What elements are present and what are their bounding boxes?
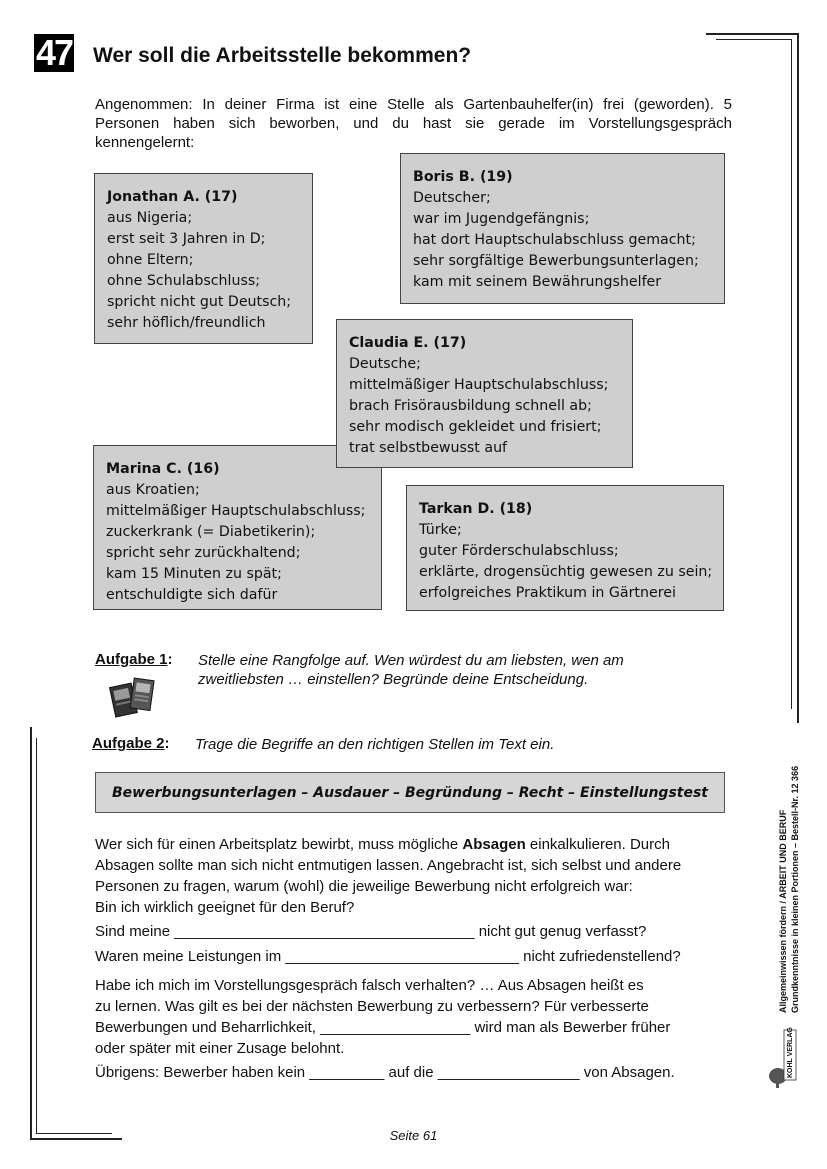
applicant-detail: Deutscher; [413,190,491,206]
task1-text-line: zweitliebsten … einstellen? Begründe deine Entscheidung. [198,671,589,688]
task1-text-line: Stelle eine Rangfolge auf. Wen würdest du am liebsten, wen am [198,652,624,669]
applicant-detail: war im Jugendgefängnis; [413,211,590,227]
publisher-logo-text: KOHL VERLAG [787,1027,794,1078]
applicant-detail: sehr sorgfältige Bewerbungsunterlagen; [413,253,699,269]
applicant-card-marina [93,445,382,610]
sidebar-series-title: Allgemeinwissen fördern / ARBEIT UND BERUF [778,809,788,1013]
intro-text: Angenommen: In deiner Firma ist eine Stelle als Gartenbauhelfer(in) frei (geworden). 5 Personen haben sich beworben, und du hast sie gerade im Vorstellungsgespräch kennengelernt: [95,96,732,151]
applicant-card-jonathan [94,173,313,344]
frame-line-left-vertical [30,727,32,1139]
task1-colon: : [167,651,173,668]
cloze-line: Personen zu fragen, warum (wohl) die jeweilige Bewerbung nicht erfolgreich war: [95,878,633,895]
applicant-detail: erfolgreiches Praktikum in Gärtnerei [419,585,676,601]
worksheet-number: 47 [35,32,73,73]
task1-label: Aufgabe 1 [95,651,168,668]
applicant-detail: brach Frisörausbildung schnell ab; [349,398,592,414]
publisher-logo [766,1022,800,1092]
task2-label: Aufgabe 2 [92,735,165,752]
cloze-blank-line[interactable]: Übrigens: Bewerber haben kein _________ auf die _________________ von Absagen. [95,1064,675,1081]
applicant-detail: sehr höflich/freundlich [107,315,266,331]
applicant-detail: hat dort Hauptschulabschluss gemacht; [413,232,696,248]
frame-line-top-right-inner [716,39,792,40]
page-title: Wer soll die Arbeitsstelle bekommen? [93,44,472,67]
applicant-name: Boris B. (19) [413,169,513,185]
applicant-detail: Türke; [419,522,462,538]
applicant-detail: aus Kroatien; [106,482,200,498]
applicant-detail: trat selbstbewusst auf [349,440,508,456]
cloze-paragraph-1 [95,834,681,918]
applicant-detail: Deutsche; [349,356,421,372]
sidebar-order-number: Grundkenntnisse in kleinen Portionen – Bestell-Nr. 12 366 [790,765,800,1013]
frame-line-left-vertical-inner [36,738,37,1134]
applicant-detail: erklärte, drogensüchtig gewesen zu sein; [419,564,713,580]
frame-line-right-vertical-inner [791,39,792,709]
applicant-detail: mittelmäßiger Hauptschulabschluss; [349,377,609,393]
cloze-line: zu lernen. Was gilt es bei der nächsten Bewerbung zu verbessern? Für verbesserte [95,998,649,1015]
word-bank: Bewerbungsunterlagen – Ausdauer – Begründung – Recht – Einstellungstest [95,772,725,813]
notebook-icon [108,675,158,719]
applicant-detail: sehr modisch gekleidet und frisiert; [349,419,602,435]
applicant-detail: aus Nigeria; [107,210,193,226]
applicant-name: Jonathan A. (17) [107,189,238,205]
applicant-name: Claudia E. (17) [349,335,467,351]
task1-text [198,651,624,689]
cloze-line: Habe ich mich im Vorstellungsgespräch falsch verhalten? … Aus Absagen heißt es [95,977,644,994]
applicant-detail: guter Förderschulabschluss; [419,543,619,559]
task1-heading [95,651,173,669]
applicant-detail: zuckerkrank (= Diabetikerin); [106,524,316,540]
applicant-detail: spricht nicht gut Deutsch; [107,294,292,310]
applicant-detail: kam mit seinem Bewährungshelfer [413,274,662,290]
applicant-detail: mittelmäßiger Hauptschulabschluss; [106,503,366,519]
frame-line-top-right [706,33,798,35]
applicant-name: Marina C. (16) [106,461,220,477]
cloze-line: Bin ich wirklich geeignet für den Beruf? [95,899,355,916]
cloze-paragraph-4 [95,975,670,1059]
cloze-text: einkalkulieren. Durch [525,836,670,853]
task2-text: Trage die Begriffe an den richtigen Stellen im Text ein. [195,736,555,753]
applicant-name: Tarkan D. (18) [419,501,533,517]
applicant-card-tarkan [406,485,724,611]
task2-colon: : [164,735,170,752]
applicant-card-boris [400,153,725,304]
applicant-detail: ohne Schulabschluss; [107,273,261,289]
applicant-detail: erst seit 3 Jahren in D; [107,231,266,247]
frame-line-right-vertical [797,33,799,723]
page-number: Seite 61 [389,1128,438,1143]
applicant-detail: entschuldigte sich dafür [106,587,278,603]
cloze-line: oder später mit einer Zusage belohnt. [95,1040,345,1057]
task2-heading [92,735,170,753]
cloze-line [95,834,681,855]
applicant-card-claudia [336,319,633,468]
cloze-line: Absagen sollte man sich nicht entmutigen lassen. Angebracht ist, sich selbst und andere [95,857,682,874]
applicant-detail: ohne Eltern; [107,252,194,268]
applicant-detail: spricht sehr zurückhaltend; [106,545,301,561]
cloze-text: Wer sich für einen Arbeitsplatz bewirbt, muss mögliche [95,836,463,853]
applicant-detail: kam 15 Minuten zu spät; [106,566,282,582]
cloze-blank-line[interactable]: Waren meine Leistungen im ____________________________ nicht zufriedenstellend? [95,948,681,965]
cloze-blank-line[interactable]: Sind meine ____________________________________ nicht gut genug verfasst? [95,923,647,940]
cloze-bold-word: Absagen [462,836,526,853]
cloze-blank-line[interactable]: Bewerbungen und Beharrlichkeit, __________________ wird man als Bewerber früher [95,1019,671,1036]
